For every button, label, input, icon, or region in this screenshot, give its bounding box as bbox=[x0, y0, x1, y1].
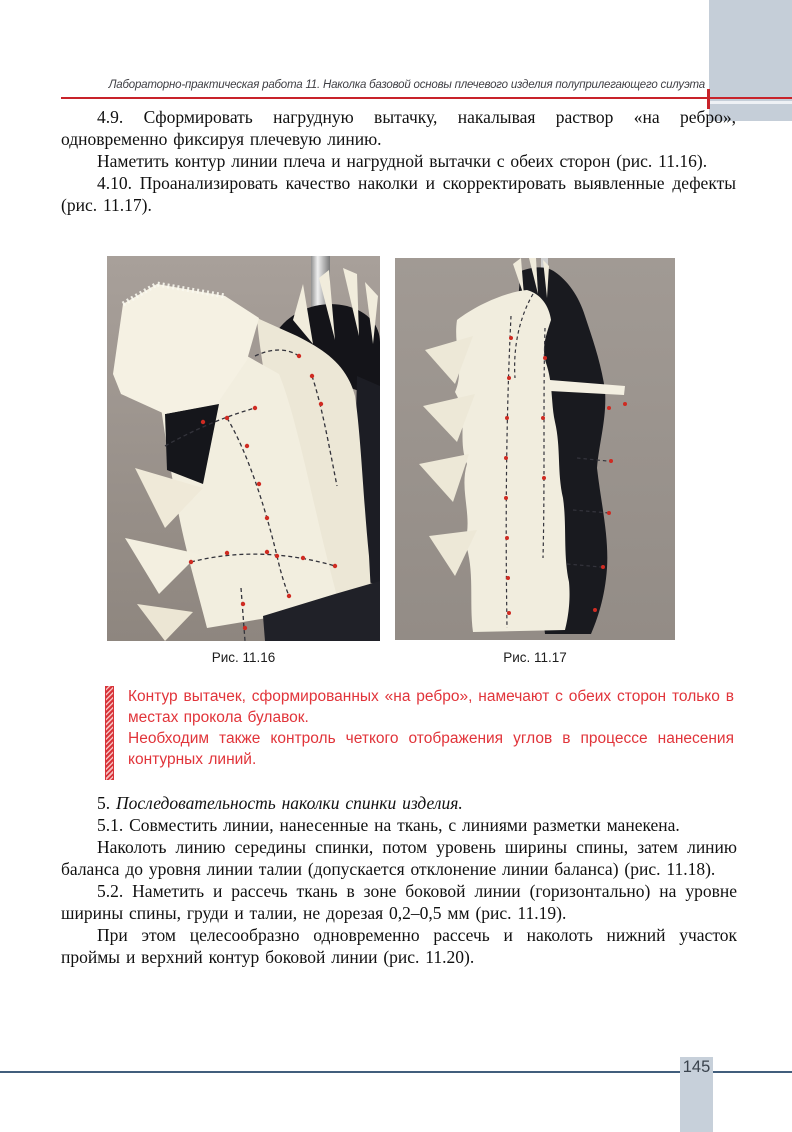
body-text-top bbox=[61, 106, 736, 216]
callout-red-bar bbox=[105, 686, 114, 780]
body-text-section5 bbox=[61, 792, 737, 968]
paragraph-4-10: 4.10. Проанализировать качество наколки и скорректировать выявленные дефекты (рис. 11.17). bbox=[61, 173, 736, 215]
dress-form-side-view-illustration bbox=[395, 258, 675, 640]
section5-title: Последовательность наколки спинки изделия. bbox=[116, 793, 463, 813]
section5-number: 5. bbox=[97, 793, 111, 813]
figure-11-16-photo bbox=[107, 256, 380, 641]
paragraph-5-2: 5.2. Наметить и рассечь ткань в зоне боковой линии (горизонтально) на уровне ширины спины, груди и талии, не дорезая 0,2–0,5 мм (рис. 11.19). bbox=[61, 881, 737, 923]
callout-line-1: Контур вытачек, сформированных «на ребро», намечают с обеих сторон только в местах прокола булавок. bbox=[128, 688, 734, 726]
figure-11-17-caption: Рис. 11.17 bbox=[503, 650, 567, 665]
corner-underline bbox=[709, 101, 792, 104]
callout-text bbox=[128, 686, 734, 780]
paragraph-5-1: 5.1. Совместить линии, нанесенные на ткань, с линиями разметки манекена. bbox=[97, 815, 680, 835]
callout-line-2: Необходим также контроль четкого отображения углов в процессе нанесения контурных линий. bbox=[128, 730, 734, 768]
running-head: Лабораторно-практическая работа 11. Наколка базовой основы плечевого изделия полуприлегающего силуэта bbox=[108, 79, 705, 91]
dress-form-closeup-illustration bbox=[107, 256, 380, 641]
section5-heading bbox=[61, 792, 737, 814]
header-rule bbox=[61, 97, 792, 99]
page-number: 145 bbox=[682, 1058, 711, 1076]
note-callout bbox=[105, 686, 737, 780]
paragraph-nametit: Наметить контур линии плеча и нагрудной вытачки с обеих сторон (рис. 11.16). bbox=[97, 151, 708, 171]
figure-11-17-photo bbox=[395, 258, 675, 640]
paragraph-pri-etom: При этом целесообразно одновременно рассечь и наколоть нижний участок проймы и верхний контур боковой линии (рис. 11.20). bbox=[61, 925, 737, 967]
paragraph-4-9: 4.9. Сформировать нагрудную вытачку, накалывая раствор «на ребро», одновременно фиксируя плечевую линию. bbox=[61, 107, 736, 149]
figure-11-16-caption: Рис. 11.16 bbox=[211, 650, 276, 665]
footer-rule bbox=[0, 1071, 792, 1073]
paragraph-nakolot: Наколоть линию середины спинки, потом уровень ширины спины, затем линию баланса до уровня линии талии (допускается отклонение линии баланса) (рис. 11.18). bbox=[61, 837, 737, 879]
